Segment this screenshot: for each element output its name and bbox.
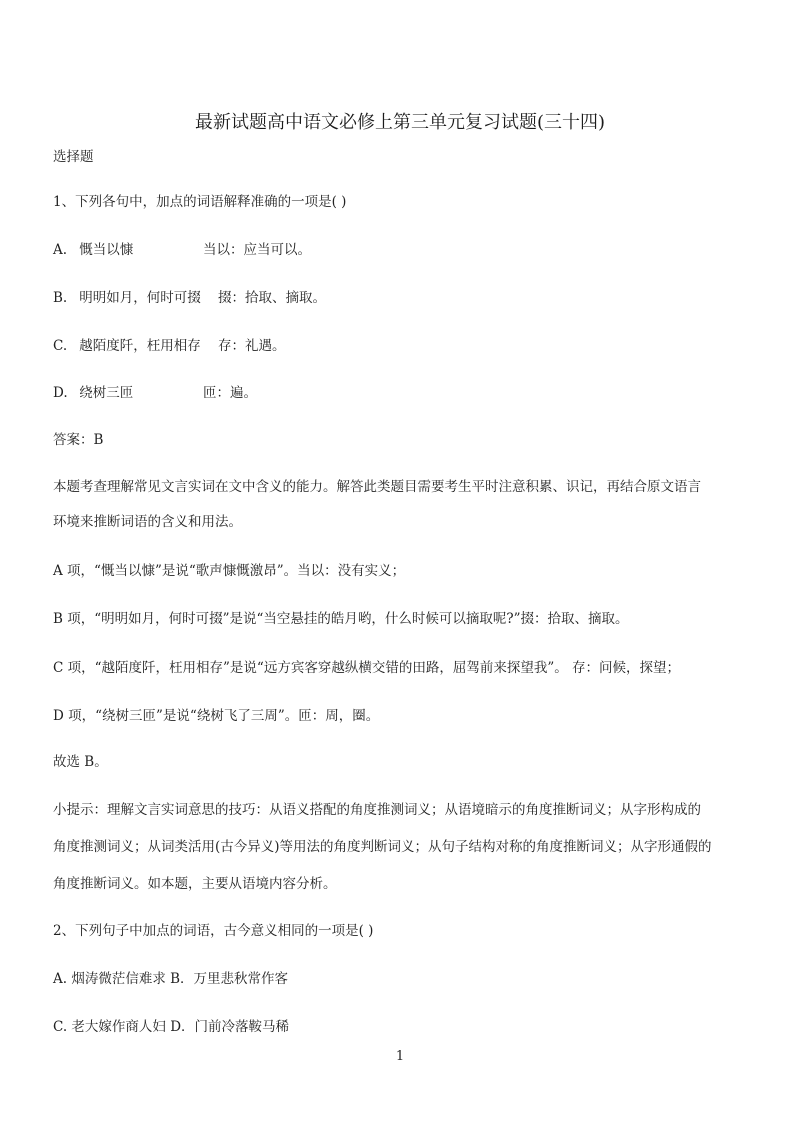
conclusion: 故选 B。 (53, 754, 108, 770)
analysis-item-d: D 项，“绕树三匝”是说“绕树飞了三周”。匝：周，圈。 (53, 708, 380, 724)
option-text: 明明如月，何时可掇 (79, 290, 201, 306)
question-1-answer: 答案：B (53, 432, 104, 448)
tip-line-2: 角度推测词义；从词类活用(古今异义)等用法的角度判断词义；从句子结构对称的角度推断词义；从字形通假的 (53, 839, 712, 855)
option-label: A. (53, 242, 68, 258)
question-1-stem: 1、下列各句中，加点的词语解释准确的一项是( ) (53, 194, 347, 210)
question-2-options-row-2: C. 老大嫁作商人妇 D．门前冷落鞍马稀 (53, 1019, 290, 1035)
option-gloss: 匝：遍。 (203, 385, 257, 401)
option-text: 越陌度阡，枉用相存 (79, 338, 201, 354)
question-1-option-c (53, 337, 286, 355)
analysis-item-a: A 项，“慨当以慷”是说“歌声慷慨激昂”。当以：没有实义； (53, 563, 406, 579)
page-title: 最新试题高中语文必修上第三单元复习试题(三十四) (194, 112, 606, 133)
analysis-item-b: B 项，“明明如月，何时可掇”是说“当空悬挂的皓月哟，什么时候可以摘取呢?”掇：拾取、摘取。 (53, 611, 629, 627)
analysis-line-2: 环境来推断词语的含义和用法。 (53, 514, 242, 530)
option-label: C. (53, 338, 68, 354)
option-gloss: 掇：拾取、摘取。 (218, 290, 326, 306)
option-label: B. (53, 290, 68, 306)
tip-line-1: 小提示：理解文言实词意思的技巧：从语义搭配的角度推测词义；从语境暗示的角度推断词义；从字形构成的 (53, 802, 701, 818)
question-1-option-a (53, 241, 311, 259)
page-number: 1 (395, 1049, 405, 1064)
option-label: D. (53, 385, 68, 401)
option-gloss: 当以：应当可以。 (203, 242, 311, 258)
question-1-option-b (53, 289, 326, 307)
question-2-stem: 2、下列句子中加点的词语，古今意义相同的一项是( ) (53, 923, 374, 939)
analysis-line-1: 本题考查理解常见文言实词在文中含义的能力。解答此类题目需要考生平时注意积累、识记，再结合原文语言 (53, 479, 701, 495)
tip-line-3: 角度推断词义。如本题，主要从语境内容分析。 (53, 876, 337, 892)
option-text: 绕树三匝 (79, 385, 134, 401)
question-2-options-row-1: A. 烟涛微茫信难求 B．万里悲秋常作客 (53, 971, 289, 987)
option-gloss: 存：礼遇。 (218, 338, 286, 354)
option-text: 慨当以慷 (79, 242, 134, 258)
section-heading: 选择题 (53, 149, 94, 165)
analysis-item-c: C 项，“越陌度阡，枉用相存”是说“远方宾客穿越纵横交错的田路，屈驾前来探望我”。 存：问候，探望； (53, 660, 681, 676)
question-1-option-d (53, 384, 257, 402)
